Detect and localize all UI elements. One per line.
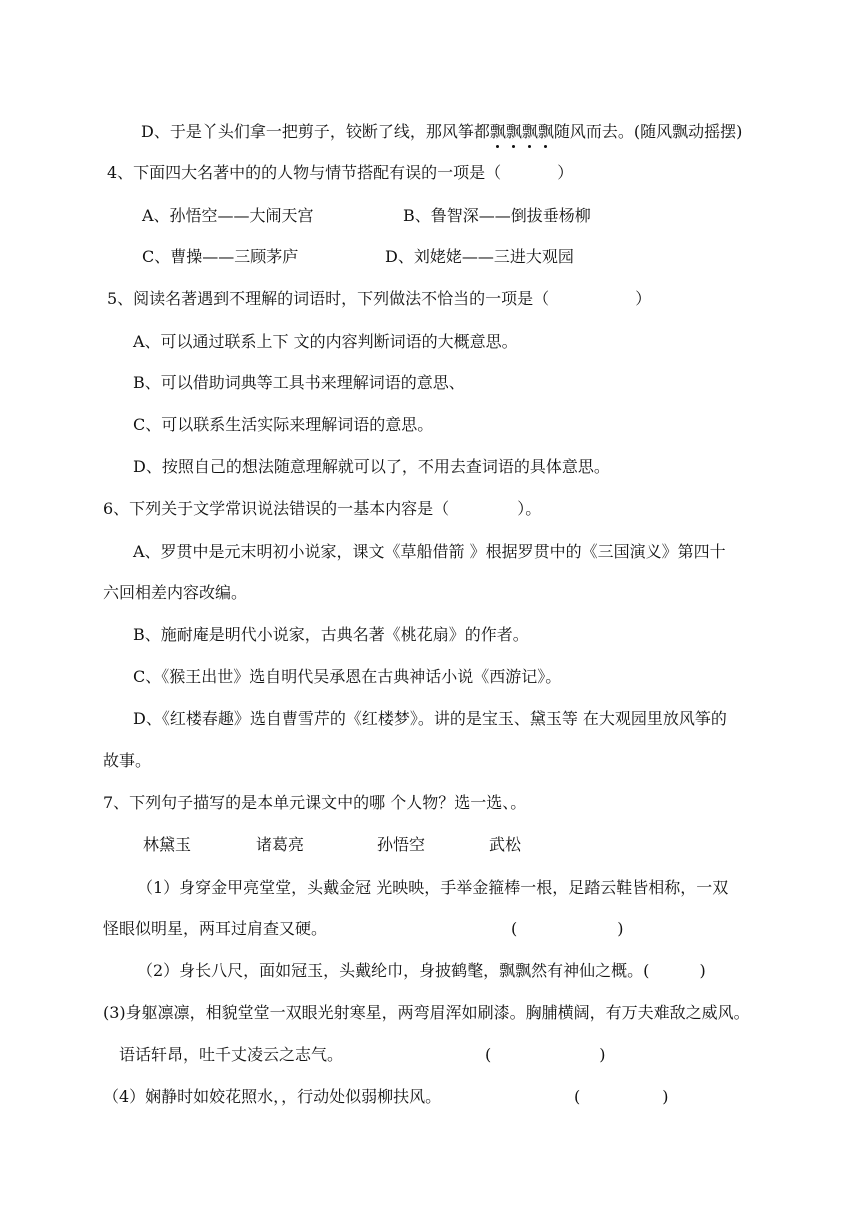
q7-name-option: 林黛玉 <box>143 835 192 854</box>
q5-option-a: A、可以通过联系上下 文的内容判断词语的大概意思。 <box>133 332 518 351</box>
q3-option-d-after: 随风而去。(随风飘动摇摆) <box>553 122 743 141</box>
q4-option-a: A、孙悟空——大闹天宫 <box>142 206 314 225</box>
dotted-char: 飘 <box>521 122 538 141</box>
q7-sentence-4-blank[interactable]: ( ) <box>574 1087 669 1106</box>
q7-name-option: 诸葛亮 <box>256 835 305 854</box>
q7-sentence-2: （2）身长八尺，面如冠玉，头戴纶巾，身披鹤氅，飘飘然有神仙之概。( ) <box>137 961 706 980</box>
dotted-char: 飘 <box>505 122 522 141</box>
q6-option-d-line1: D、《红楼春趣》选自曹雪芹的《红楼梦》。讲的是宝玉、黛玉等 在大观园里放风筝的 <box>133 709 727 728</box>
q6-option-c: C、《猴王出世》选自明代吴承恩在古典神话小说《西游记》。 <box>133 667 562 686</box>
q7-stem: 7、下列句子描写的是本单元课文中的哪 个人物？选一选、。 <box>103 793 527 812</box>
q6-option-a-line2: 六回相差内容改编。 <box>103 583 248 602</box>
q7-sentence-3-blank[interactable]: ( ) <box>485 1045 606 1064</box>
q7-sentence-4: （4）娴静时如姣花照水，，行动处似弱柳扶风。 <box>103 1087 442 1106</box>
q4-option-d: D、刘姥姥——三进大观园 <box>385 247 574 266</box>
q5-option-d: D、按照自己的想法随意理解就可以了，不用去查词语的具体意思。 <box>133 457 610 476</box>
q7-sentence-1-line1: （1）身穿金甲亮堂堂，头戴金冠 光映映，手举金箍棒一根，足踏云鞋皆相称，一双 <box>137 878 729 897</box>
dotted-char: 飘 <box>537 122 554 141</box>
q6-option-d-line2: 故事。 <box>103 751 152 770</box>
q5-option-b: B、可以借助词典等工具书来理解词语的意思、 <box>133 373 465 392</box>
q5-option-c: C、可以联系生活实际来理解词语的意思。 <box>133 415 434 434</box>
q7-sentence-3-line1: (3)身躯凛凛，相貌堂堂一双眼光射寒星，两弯眉浑如刷漆。胸脯横阔，有万夫难敌之威风。 <box>103 1003 750 1022</box>
q7-sentence-1-blank[interactable]: ( ) <box>511 919 624 938</box>
q7-name-option: 武松 <box>489 835 522 854</box>
q7-sentence-3-line2: 语话轩昂，吐千丈凌云之志气。 <box>119 1045 344 1064</box>
q6-stem: 6、下列关于文学常识说法错误的一基本内容是（ ）。 <box>103 499 542 518</box>
q3-option-d-before: D、于是丫头们拿一把剪子，铰断了线，那风筝都 <box>141 122 490 141</box>
q5-stem: 5、阅读名著遇到不理解的词语时，下列做法不恰当的一项是（ ） <box>107 289 652 308</box>
q3-option-d <box>141 121 742 143</box>
q4-option-c: C、曹操——三顾茅庐 <box>142 247 299 266</box>
q7-name-option: 孙悟空 <box>377 835 426 854</box>
q4-stem: 4、下面四大名著中的的人物与情节搭配有误的一项是（ ） <box>107 163 574 182</box>
q6-option-b: B、施耐庵是明代小说家，古典名著《桃花扇》的作者。 <box>133 625 529 644</box>
q7-sentence-1-line2: 怪眼似明星，两耳过肩查又硬。 <box>103 919 328 938</box>
q4-option-b: B、鲁智深——倒拔垂杨柳 <box>403 206 591 225</box>
q6-option-a-line1: A、罗贯中是元末明初小说家，课文《草船借箭 》根据罗贯中的《三国演义》第四十 <box>133 542 726 561</box>
dotted-char: 飘 <box>489 122 506 141</box>
